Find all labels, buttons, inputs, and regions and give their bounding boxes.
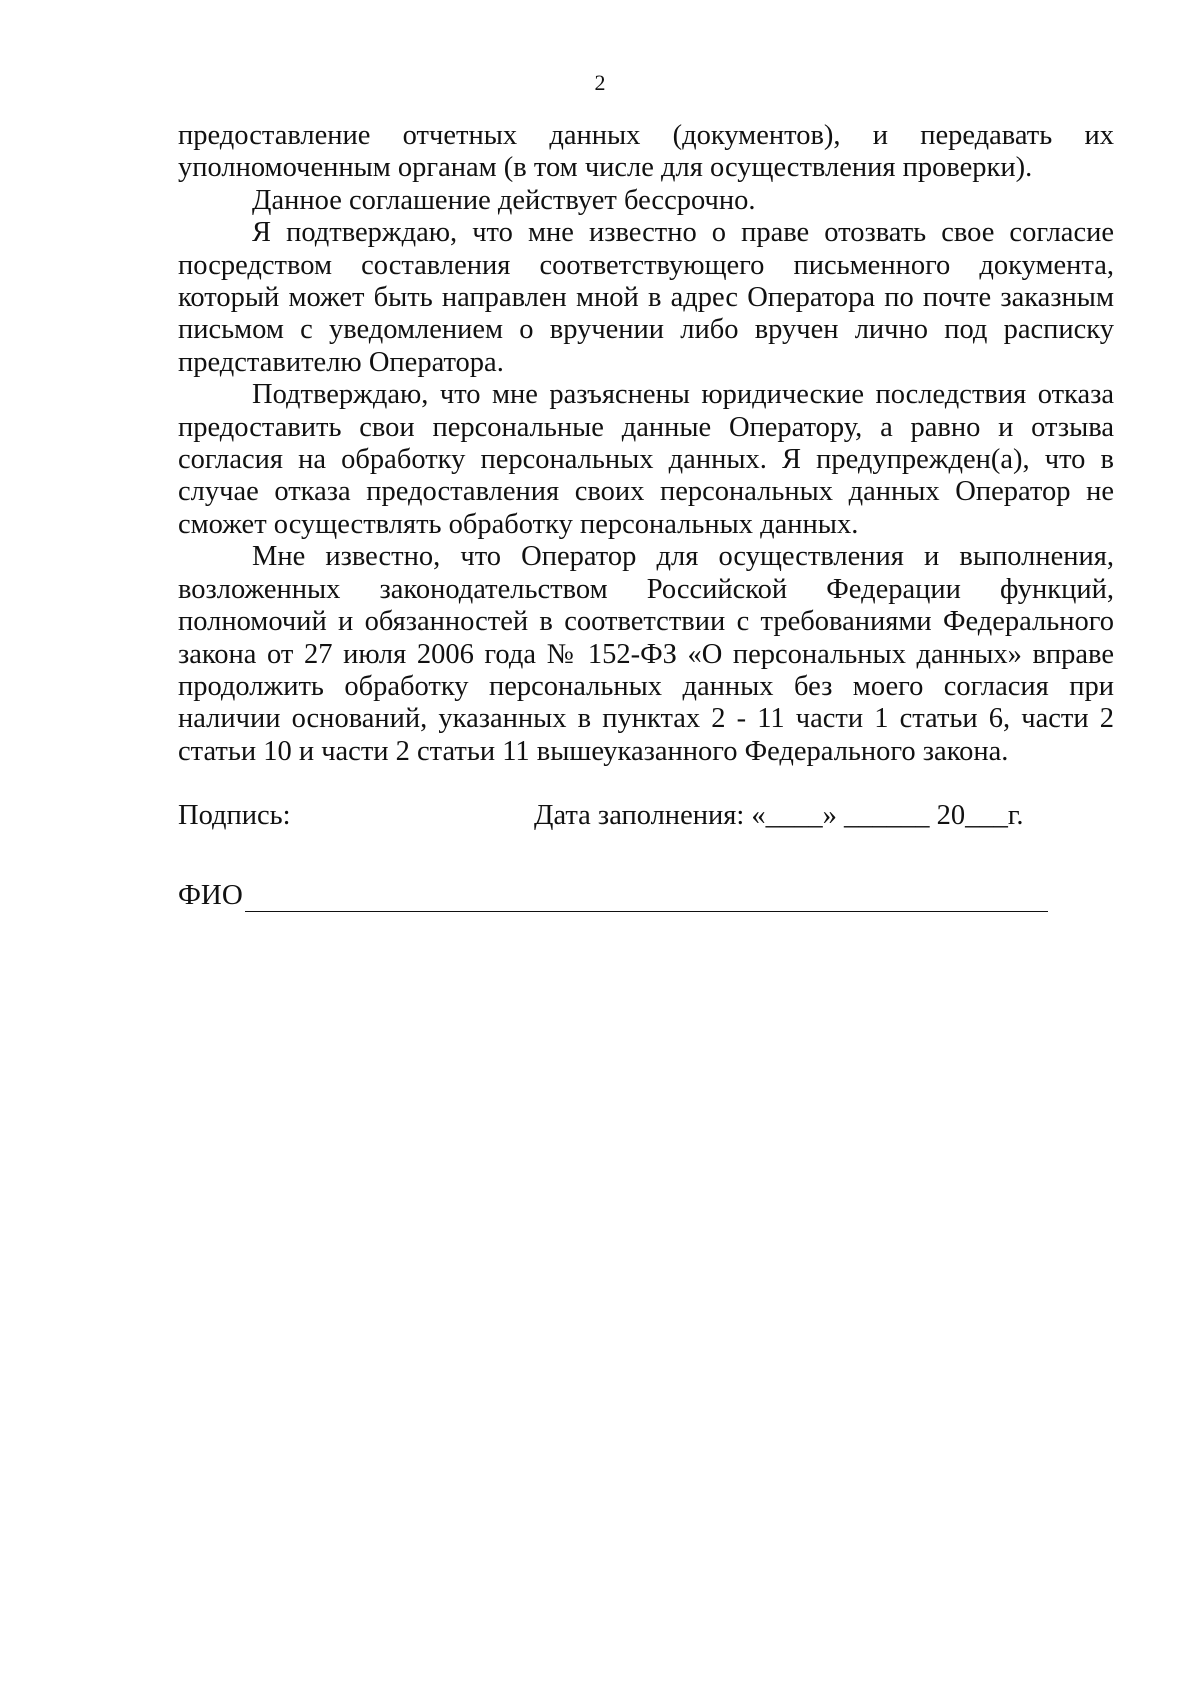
paragraph-processing-without-consent: Мне известно, что Оператор для осуществления и выполнения, возложенных законодательством Российской Федерации функций, полномочий и обязанностей в соответствии с требованиями Федерального закона от 27 июля 2006 года № 152-ФЗ «О персональных данных» вправе продолжить обработку персональных данных без моего согласия при наличии оснований, указанных в пунктах 2 - 11 части 1 статьи 6, части 2 статьи 10 и части 2 статьи 11 вышеуказанного Федерального закона. [178,541,1114,767]
page-number: 2 [594,70,606,95]
date-of-completion-field: Дата заполнения: «____» ______ 20___г. [534,800,1024,831]
fio-label: ФИО [178,879,243,911]
paragraph-legal-consequences: Подтверждаю, что мне разъяснены юридические последствия отказа предоставить свои персональные данные Оператору, а равно и отзыва согласия на обработку персональных данных. Я предупрежден(а), что в случае отказа предоставления своих персональных данных Оператор не сможет осуществлять обработку персональных данных. [178,379,1114,540]
paragraph-revocation-right: Я подтверждаю, что мне известно о праве отозвать свое согласие посредством составления соответствующего письменного документа, который может быть направлен мной в адрес Оператора по почте заказным письмом с уведомлением о вручении либо вручен лично под расписку представителю Оператора. [178,217,1114,378]
paragraph-term: Данное соглашение действует бессрочно. [252,184,756,216]
fio-row [178,868,1048,912]
signature-label: Подпись: [178,800,291,831]
signature-row [178,800,1114,840]
fio-underline [245,881,1048,912]
paragraph-continuation: предоставление отчетных данных (документов), и передавать их уполномоченным органам (в том числе для осуществления проверки). [178,120,1114,184]
document-body [178,120,1114,768]
